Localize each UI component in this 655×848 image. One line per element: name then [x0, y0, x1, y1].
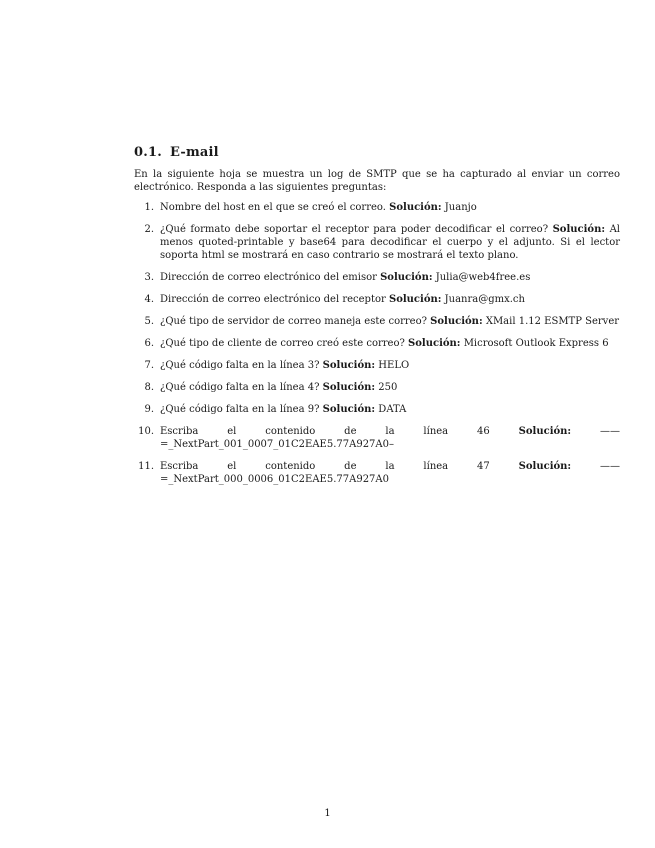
answer-text: XMail 1.12 ESMTP Server: [485, 316, 620, 327]
answer-label: Solución:: [389, 202, 442, 213]
list-item: [134, 460, 620, 486]
answer-label: Solución:: [408, 338, 461, 349]
question-text: ¿Qué formato debe soportar el receptor para poder decodificar el correo?: [160, 224, 549, 235]
question-list: [134, 201, 620, 495]
item-number: 2.: [144, 224, 154, 235]
answer-text: Al menos quoted-printable y base64 para decodificar el cuerpo y el adjunto. Si el lector soporta html se mostrará en caso contrario se mostrará el texto plano.: [160, 224, 620, 261]
list-item: [134, 425, 620, 451]
answer-label: Solución:: [322, 382, 376, 393]
section-title: E-mail: [170, 145, 219, 160]
item-number: 3.: [144, 272, 154, 283]
list-item: [134, 381, 620, 394]
list-item: [134, 201, 620, 214]
item-number: 6.: [144, 338, 154, 349]
answer-text: ——=_NextPart_001_0007_01C2EAE5.77A927A0–: [160, 426, 621, 450]
question-text: Nombre del host en el que se creó el correo.: [160, 202, 386, 213]
answer-text: DATA: [378, 404, 407, 415]
answer-label: Solución:: [380, 272, 433, 283]
list-item: [134, 359, 620, 372]
answer-text: Juanra@gmx.ch: [444, 294, 525, 305]
answer-label: Solución:: [518, 426, 572, 437]
answer-label: Solución:: [518, 461, 572, 472]
list-item: [134, 337, 620, 350]
item-number: 4.: [144, 294, 154, 305]
list-item: [134, 271, 620, 284]
item-number: 10.: [138, 426, 154, 437]
answer-text: HELO: [378, 360, 410, 371]
answer-text: Microsoft Outlook Express 6: [463, 338, 609, 349]
list-item: [134, 315, 620, 328]
answer-text: 250: [378, 382, 398, 393]
item-number: 5.: [144, 316, 154, 327]
question-text: ¿Qué tipo de servidor de correo maneja este correo?: [160, 316, 427, 327]
list-item: [134, 403, 620, 416]
item-number: 7.: [144, 360, 154, 371]
answer-label: Solución:: [552, 224, 606, 235]
answer-text: ——=_NextPart_000_0006_01C2EAE5.77A927A0: [160, 461, 621, 485]
answer-label: Solución:: [322, 360, 376, 371]
question-text: Escriba el contenido de la línea 46: [160, 426, 490, 437]
section-heading: [134, 145, 219, 160]
question-text: ¿Qué tipo de cliente de correo creó este correo?: [160, 338, 405, 349]
question-text: Dirección de correo electrónico del receptor: [160, 294, 386, 305]
question-text: ¿Qué código falta en la línea 9?: [160, 404, 320, 415]
item-number: 8.: [144, 382, 154, 393]
answer-label: Solución:: [430, 316, 483, 327]
question-text: Dirección de correo electrónico del emisor: [160, 272, 377, 283]
answer-text: Julia@web4free.es: [435, 272, 531, 283]
section-number: 0.1.: [134, 145, 162, 160]
list-item: [134, 223, 620, 262]
page-number: 1: [324, 808, 331, 819]
intro-paragraph: En la siguiente hoja se muestra un log de SMTP que se ha capturado al enviar un correo electrónico. Responda a las siguientes preguntas:: [134, 169, 620, 193]
item-number: 11.: [138, 461, 154, 472]
answer-label: Solución:: [388, 294, 442, 305]
question-text: ¿Qué código falta en la línea 4?: [160, 382, 320, 393]
question-text: ¿Qué código falta en la línea 3?: [160, 360, 320, 371]
answer-label: Solución:: [322, 404, 376, 415]
list-item: [134, 293, 620, 306]
answer-text: Juanjo: [444, 202, 477, 213]
item-number: 1.: [144, 202, 154, 213]
question-text: Escriba el contenido de la línea 47: [160, 461, 490, 472]
item-number: 9.: [144, 404, 154, 415]
